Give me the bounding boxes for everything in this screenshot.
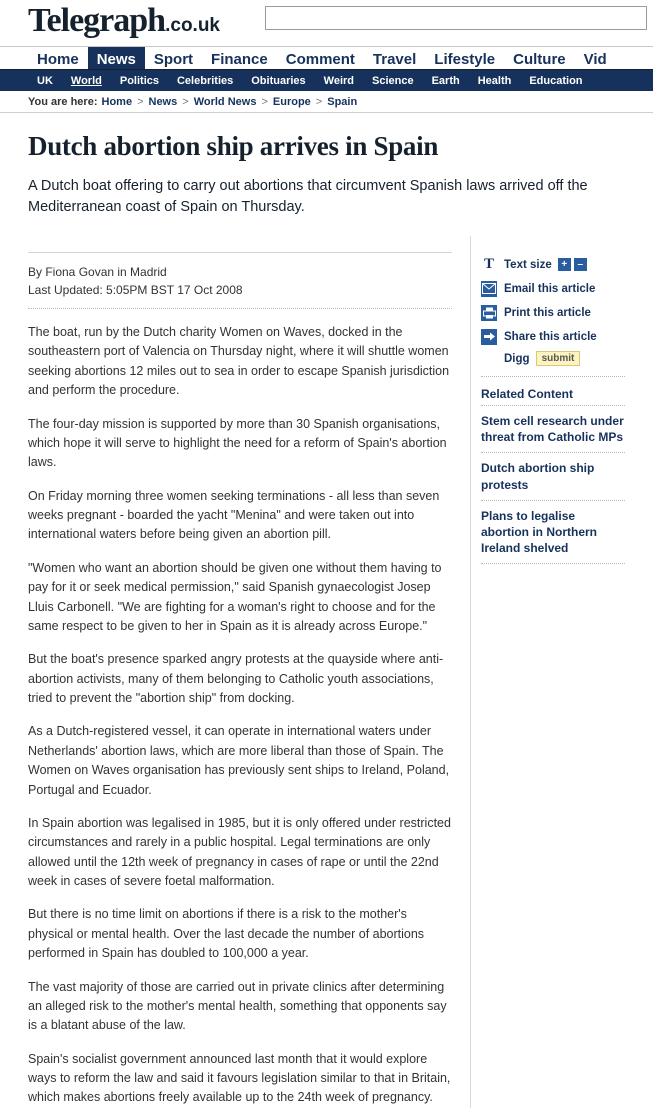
related-content-list (481, 405, 625, 564)
breadcrumb-separator: > (261, 95, 268, 108)
subnav-item-world[interactable]: World (70, 74, 102, 87)
article-paragraph: As a Dutch-registered vessel, it can operate in international waters under Netherlands' abortion laws, which are more liberal than those of Spain. The Women on Waves organisation has previously sent ships to Ireland, Poland, Portugal and Ecuador. (28, 724, 450, 797)
email-article-label: Email this article (504, 282, 596, 295)
breadcrumb-item-home[interactable]: Home (101, 95, 133, 108)
print-article-button[interactable] (481, 302, 625, 323)
breadcrumb-item-news[interactable]: News (148, 95, 178, 108)
nav-item-travel[interactable]: Travel (372, 51, 417, 68)
breadcrumb-separator: > (182, 95, 189, 108)
nav-item-finance[interactable]: Finance (211, 51, 268, 68)
subnav-item-science[interactable]: Science (372, 74, 414, 87)
primary-navigation (0, 46, 653, 70)
article-paragraph: But the boat's presence sparked angry protests at the quayside where anti-abortion activists, many of them belonging to Catholic youth associations, tried to prevent the "abortion ship" from docking. (28, 652, 444, 706)
text-size-control[interactable] (481, 254, 625, 275)
subnav-item-politics[interactable]: Politics (119, 74, 159, 87)
sidebar (470, 236, 625, 1108)
masthead (0, 0, 653, 46)
digg-submit-button[interactable]: submit (536, 351, 581, 366)
breadcrumb-label: You are here: (28, 95, 98, 108)
text-size-icon: T (483, 256, 494, 273)
nav-item-video[interactable]: Vid (583, 51, 607, 68)
envelope-icon (481, 281, 497, 297)
nav-item-home[interactable]: Home (37, 51, 79, 68)
digg-control (481, 351, 625, 366)
article-paragraph: In Spain abortion was legalised in 1985, but it is only offered under restricted circumstances and rarely in a public hospital. Legal terminations are only allowed until the 12th week of pregnancy in cases of rape or until the 22nd week in cases of severe foetal malformation. (28, 815, 451, 889)
breadcrumb-item-europe[interactable]: Europe (272, 95, 311, 108)
share-article-button[interactable] (481, 326, 625, 347)
article-paragraph: The boat, run by the Dutch charity Women on Waves, docked in the southeastern port of Valencia on Thursday night, where it will shuttle women seeking abortions 12 miles out to sea in order to escape Spanish jurisdiction and perform the procedure. (28, 325, 450, 398)
article-timestamp: Last Updated: 5:05PM BST 17 Oct 2008 (28, 283, 243, 298)
nav-item-sport[interactable]: Sport (153, 51, 194, 68)
search-input[interactable] (266, 7, 646, 29)
article-tools (481, 254, 625, 377)
article-paragraph: The vast majority of those are carried out in private clinics after determining an alleged risk to the mother's mental health, something that opponents say is a blatant abuse of the law. (28, 979, 447, 1033)
article-standfirst: A Dutch boat offering to carry out abortions that circumvent Spanish laws arrived off the Mediterranean coast of Spain on Thursday. (28, 178, 588, 216)
text-size-label: Text size (504, 258, 552, 271)
byline-block (28, 252, 452, 309)
article-paragraph: "Women who want an abortion should be given one without them having to pay for it or seek medical permission," said Spanish gynaecologist Josep Lluis Carbonell. "We are fighting for a woman's right to choose and for the same respect to be given to her in Spain as it is already across Europe." (28, 560, 442, 633)
search-box[interactable] (265, 6, 647, 30)
print-article-label: Print this article (504, 306, 591, 319)
nav-item-comment[interactable]: Comment (285, 51, 355, 68)
article-paragraph: Spain's socialist government announced last month that it would explore ways to reform the law and said it favours legislation similar to that in Britain, which makes abortions freely available up to the 24th week of pregnancy. (28, 1051, 451, 1105)
email-article-button[interactable] (481, 278, 625, 299)
text-size-buttons (558, 258, 587, 271)
subnav-item-health[interactable]: Health (477, 74, 512, 87)
article-paragraph: On Friday morning three women seeking terminations - all less than seven weeks pregnant - boarded the yacht "Menina" and were taken out into international waters before being given an abortion pill. (28, 488, 440, 542)
related-item[interactable]: Stem cell research under threat from Catholic MPs (481, 405, 625, 452)
related-content-title: Related Content (481, 387, 574, 402)
page-title: Dutch abortion ship arrives in Spain (28, 131, 439, 161)
article-paragraph: The four-day mission is supported by more than 30 Spanish organisations, which hope it will serve to highlight the need for a reform of Spain's abortion laws. (28, 416, 447, 470)
site-logo[interactable] (28, 2, 220, 40)
subnav-item-education[interactable]: Education (529, 74, 583, 87)
share-arrow-icon (481, 329, 497, 345)
related-item[interactable]: Dutch abortion ship protests (481, 452, 625, 499)
subnav-item-earth[interactable]: Earth (431, 74, 460, 87)
breadcrumb-item-spain[interactable]: Spain (327, 95, 358, 108)
text-size-increase-button[interactable]: + (558, 258, 571, 271)
logo-domain: .co.uk (165, 15, 220, 36)
digg-label: Digg (504, 352, 530, 365)
nav-item-culture[interactable]: Culture (513, 51, 566, 68)
nav-item-news[interactable]: News (88, 47, 145, 69)
article-column (0, 236, 470, 1108)
logo-wordmark: Telegraph (28, 2, 166, 39)
share-article-label: Share this article (504, 330, 597, 343)
breadcrumb-separator: > (137, 95, 144, 108)
secondary-navigation (0, 70, 653, 91)
subnav-item-obituaries[interactable]: Obituaries (251, 74, 306, 87)
breadcrumb-item-world-news[interactable]: World News (193, 95, 257, 108)
article-paragraph: But there is no time limit on abortions if there is a risk to the mother's physical or mental health. Over the last decade the number of abortions performed in Spain has doubled to 100,000 a year. (28, 907, 425, 961)
article-body (28, 323, 470, 1108)
article-byline: By Fiona Govan in Madrid (28, 265, 167, 280)
breadcrumb-separator: > (315, 95, 323, 108)
printer-icon (481, 305, 497, 321)
related-item[interactable]: Plans to legalise abortion in Northern Ireland shelved (481, 500, 625, 565)
content-area (0, 236, 653, 1108)
breadcrumb (0, 91, 653, 113)
text-size-decrease-button[interactable]: – (574, 258, 587, 271)
nav-item-lifestyle[interactable]: Lifestyle (434, 51, 496, 68)
subnav-item-uk[interactable]: UK (37, 74, 53, 87)
subnav-item-celebrities[interactable]: Celebrities (176, 74, 234, 87)
subnav-item-weird[interactable]: Weird (323, 74, 354, 87)
